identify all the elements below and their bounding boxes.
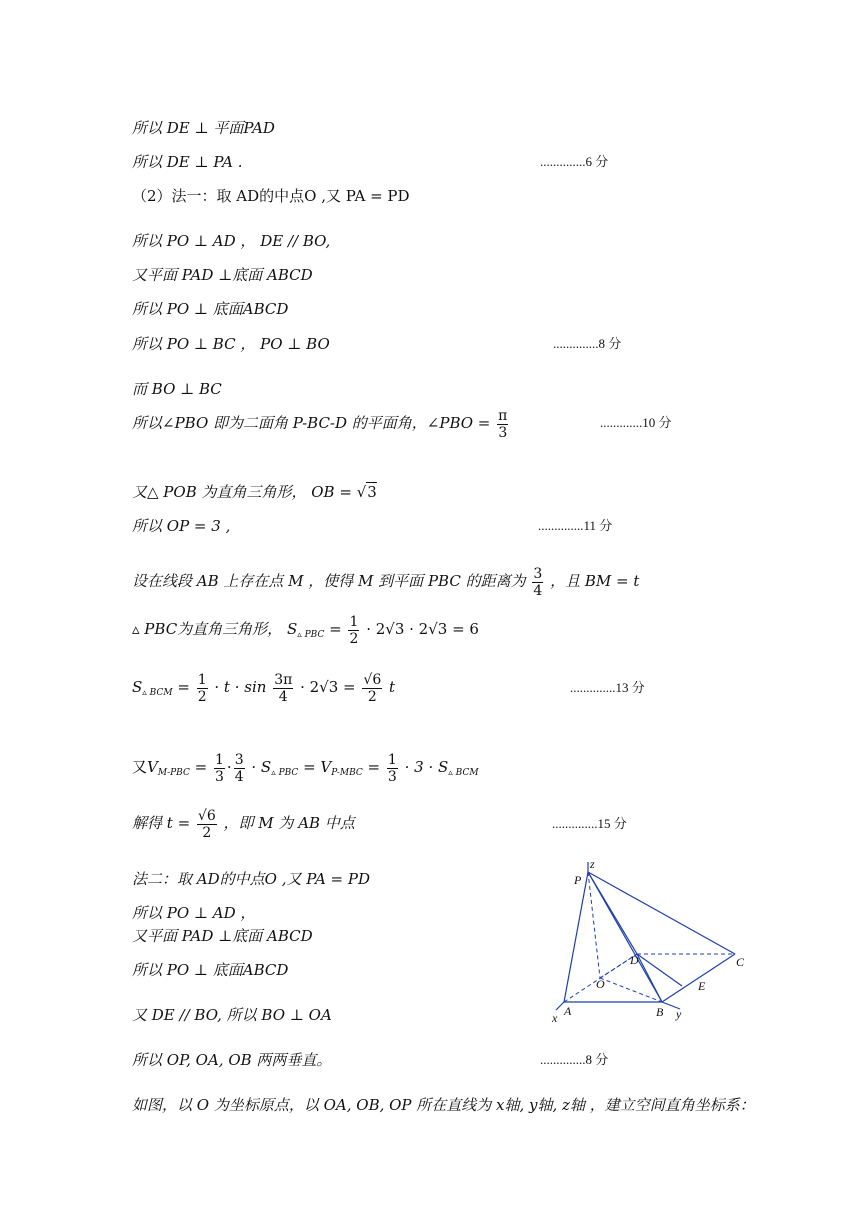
text-line: 所以 DE ⊥ 平面PAD xyxy=(132,119,275,137)
numerator: 1 xyxy=(387,751,397,768)
text-segment: ▵ PBC为直角三角形， xyxy=(132,620,283,638)
text-line: 法二：取 AD的中点O ,又 PA = PD xyxy=(132,870,371,888)
sqrt-sign: √ xyxy=(356,483,367,501)
text-line: 所以 OP, OA, OB 两两垂直。 xyxy=(132,1051,332,1069)
text-segment: 所以∠PBO 即为二面角 P-BC-D 的平面角，∠PBO = xyxy=(132,414,491,432)
text-segment: 又 xyxy=(132,758,148,776)
label-c: C xyxy=(736,955,745,969)
numerator: √6 xyxy=(363,671,382,688)
denominator: 3 xyxy=(214,768,224,785)
label-d: D xyxy=(630,953,639,967)
text-line: 所以 PO ⊥ BC ， PO ⊥ BO xyxy=(132,335,330,353)
label-y: y xyxy=(676,1007,682,1021)
text-line: 所以 PO ⊥ 底面ABCD xyxy=(132,300,289,318)
denominator: 2 xyxy=(202,824,212,841)
text-line: （2）法一：取 AD的中点O ,又 PA = PD xyxy=(132,187,410,205)
text-line: 而 BO ⊥ BC xyxy=(132,380,222,398)
equals: = xyxy=(177,678,190,696)
numerator: √6 xyxy=(197,807,216,824)
subscript: ▵ PBC xyxy=(297,630,325,640)
text-line: 所以 PO ⊥ 底面ABCD xyxy=(132,961,289,979)
score-mark: ..............15 分 xyxy=(552,816,627,831)
subscript: M-PBC xyxy=(157,768,190,778)
fraction xyxy=(497,408,508,441)
figure-hidden-edges xyxy=(564,872,735,1002)
text-segment: · 2√3 = xyxy=(300,678,356,696)
denominator: 4 xyxy=(278,688,288,705)
area-symbol: · S xyxy=(251,758,272,776)
text-segment: = V xyxy=(303,758,332,776)
area-symbol: S xyxy=(286,620,298,638)
denominator: 3 xyxy=(387,768,397,785)
radicand: 3 xyxy=(367,483,377,501)
text-segment: 解得 t = xyxy=(132,814,191,832)
numerator: 3 xyxy=(234,751,244,768)
text-line-fraction xyxy=(132,748,479,792)
text-segment: 设在线段 AB 上存在点 M ，使得 M 到平面 PBC 的距离为 xyxy=(132,572,526,590)
volume-symbol: V xyxy=(147,758,158,776)
text-line: 如图，以 O 为坐标原点，以 OA, OB, OP 所在直线为 x轴, y轴, z轴 ，建立空间直角坐标系： xyxy=(132,1096,755,1114)
denominator: 3 xyxy=(498,424,508,441)
numerator: 3π xyxy=(274,671,293,688)
text-segment: · 3 · S xyxy=(404,758,449,776)
fraction xyxy=(197,808,217,841)
text-line: 又 DE // BO, 所以 BO ⊥ OA xyxy=(132,1006,332,1024)
label-a: A xyxy=(564,1004,572,1018)
subscript: ▵ BCM xyxy=(142,688,173,698)
equals: = xyxy=(367,758,381,776)
label-p: P xyxy=(574,873,582,887)
text-segment: ，即 M 为 AB 中点 xyxy=(223,814,355,832)
denominator: 4 xyxy=(533,582,543,599)
fraction xyxy=(348,614,359,647)
numerator: 3 xyxy=(533,565,543,582)
edge-pc xyxy=(588,872,735,954)
text-line-fraction xyxy=(132,667,395,713)
label-x: x xyxy=(552,1011,558,1025)
subscript: ▵ BCM xyxy=(448,768,479,778)
text-line xyxy=(132,482,377,502)
text-line-fraction xyxy=(132,803,355,843)
equals: = xyxy=(329,620,342,638)
denominator: 2 xyxy=(197,688,207,705)
score-mark: ..............11 分 xyxy=(538,518,613,533)
text-segment: · xyxy=(226,758,232,776)
score-mark: .............10 分 xyxy=(600,415,672,430)
pyramid-figure xyxy=(540,850,760,1030)
score-mark: ..............8 分 xyxy=(553,336,622,351)
label-z: z xyxy=(590,857,595,871)
text-segment: · 2√3 · 2√3 = 6 xyxy=(366,620,479,638)
text-line-fraction xyxy=(132,562,639,600)
edge-ob xyxy=(600,978,662,1002)
text-line: 所以 OP = 3 , xyxy=(132,517,231,535)
fraction xyxy=(234,752,245,785)
text-segment: · t · sin xyxy=(214,678,267,696)
edge-bc xyxy=(662,954,735,1002)
text-segment: t xyxy=(389,678,396,696)
denominator: 2 xyxy=(367,688,377,705)
fraction xyxy=(532,566,543,599)
subscript: ▵ PBC xyxy=(271,768,299,778)
label-e: E xyxy=(698,979,706,993)
score-mark: ..............8 分 xyxy=(540,1052,609,1067)
numerator: 1 xyxy=(349,613,359,630)
score-mark: ..............13 分 xyxy=(570,680,645,695)
area-symbol: S xyxy=(132,678,143,696)
text-line: 又平面 PAD ⊥底面 ABCD xyxy=(132,927,313,945)
fraction xyxy=(362,672,382,705)
edge-pd xyxy=(588,872,637,954)
subscript: P-MBC xyxy=(331,768,363,778)
text-segment: ，且 BM = t xyxy=(550,572,640,590)
text-segment: 又△ POB 为直角三角形， OB = xyxy=(132,483,352,501)
text-line: 又平面 PAD ⊥底面 ABCD xyxy=(132,266,313,284)
equals: = xyxy=(194,758,208,776)
denominator: 4 xyxy=(234,768,244,785)
numerator: 1 xyxy=(214,751,224,768)
text-line: 所以 DE ⊥ PA . xyxy=(132,153,243,171)
label-o: O xyxy=(596,977,605,991)
numerator: π xyxy=(498,407,508,424)
text-line: 所以 PO ⊥ AD ， DE // BO, xyxy=(132,232,331,250)
score-mark: ..............6 分 xyxy=(540,154,609,169)
label-b: B xyxy=(656,1005,664,1019)
fraction xyxy=(197,672,208,705)
x-axis xyxy=(556,1002,564,1010)
edge-pa xyxy=(564,872,588,1002)
figure-solid-edges xyxy=(556,862,735,1010)
denominator: 2 xyxy=(349,630,359,647)
text-line-fraction xyxy=(132,610,479,654)
numerator: 1 xyxy=(197,671,207,688)
fraction xyxy=(214,752,225,785)
text-line-fraction xyxy=(132,404,510,442)
fraction xyxy=(387,752,398,785)
text-line: 所以 PO ⊥ AD ， xyxy=(132,904,256,922)
fraction xyxy=(273,672,293,705)
edge-db xyxy=(637,954,662,1002)
